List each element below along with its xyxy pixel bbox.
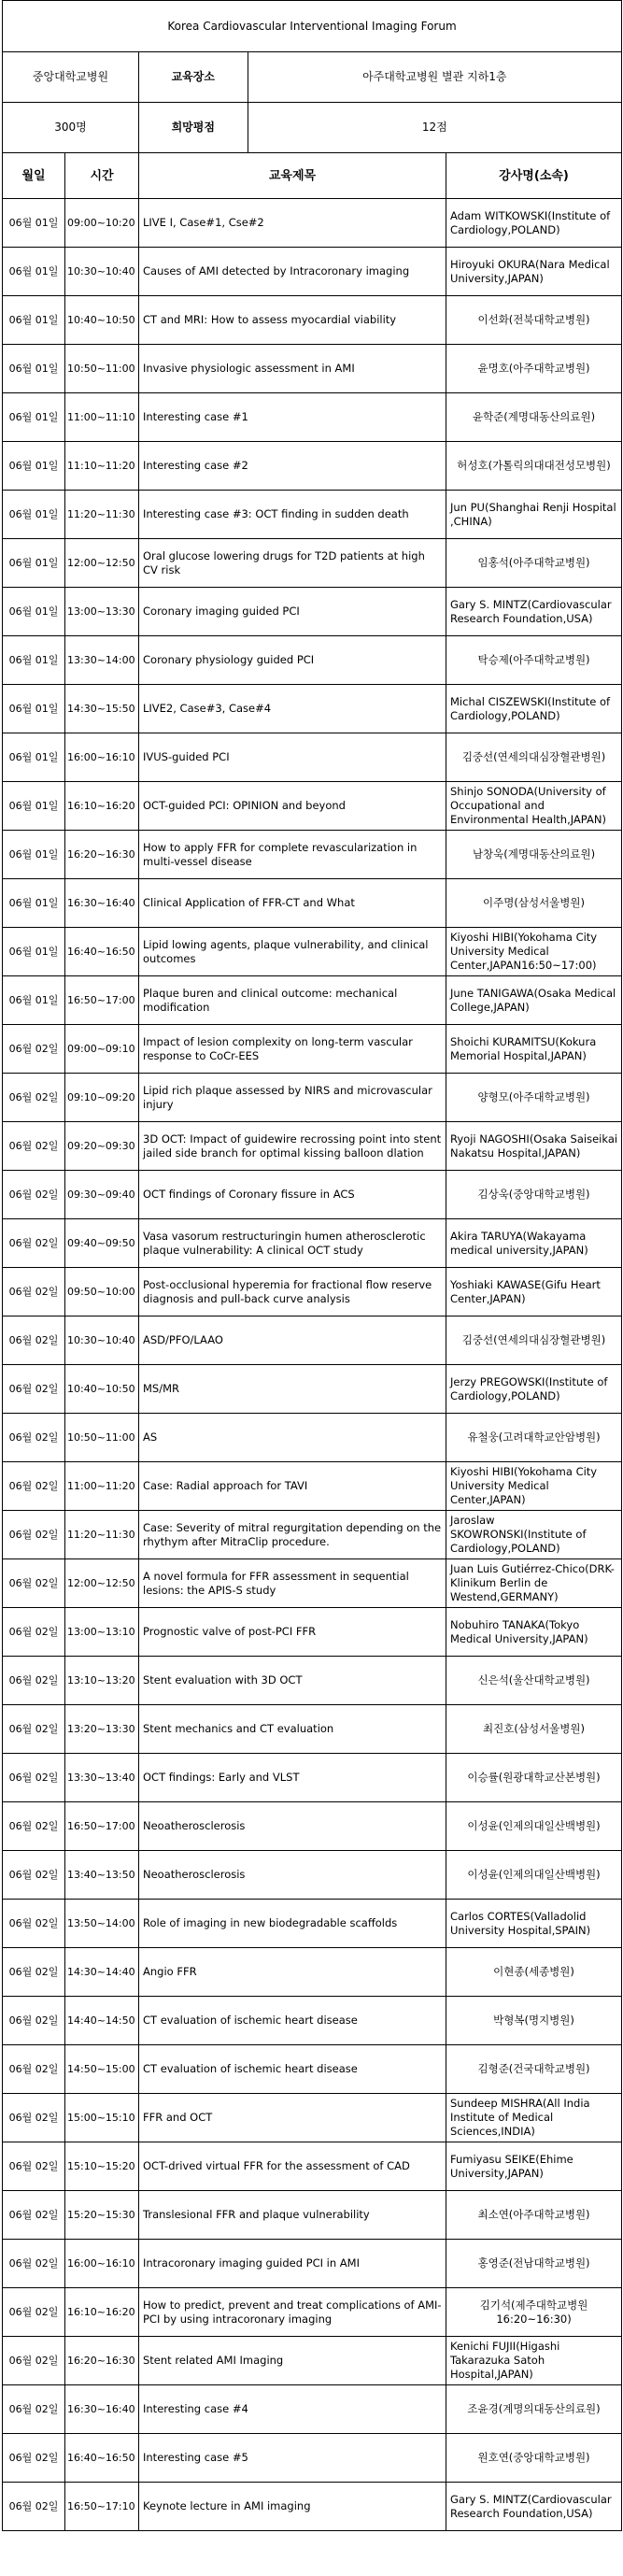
session-speaker: Adam WITKOWSKI(Institute of Cardiology,POLAND) [446,199,622,248]
session-date: 06월 02일 [3,1025,65,1074]
session-time: 13:30~14:00 [65,636,139,685]
session-date: 06월 01일 [3,976,65,1025]
session-date: 06월 02일 [3,1802,65,1851]
schedule-row [3,1608,622,1657]
session-topic: Interesting case #5 [139,2434,446,2483]
session-topic: AS [139,1414,446,1462]
session-topic: Keynote lecture in AMI imaging [139,2483,446,2531]
session-topic: Interesting case #2 [139,442,446,491]
schedule-row [3,2385,622,2434]
session-time: 11:10~11:20 [65,442,139,491]
schedule-row [3,1657,622,1705]
session-date: 06월 01일 [3,442,65,491]
session-time: 16:10~16:20 [65,782,139,831]
session-time: 16:00~16:10 [65,2240,139,2288]
schedule-row [3,2288,622,2337]
session-date: 06월 01일 [3,831,65,879]
session-speaker: 조윤경(계명의대동산의료원) [446,2385,622,2434]
session-topic: MS/MR [139,1365,446,1414]
session-time: 11:20~11:30 [65,491,139,539]
session-topic: Causes of AMI detected by Intracoronary imaging [139,248,446,296]
schedule-row [3,831,622,879]
session-date: 06월 02일 [3,2045,65,2094]
schedule-row [3,1219,622,1268]
schedule-row [3,928,622,976]
session-topic: OCT findings: Early and VLST [139,1754,446,1802]
session-speaker: Sundeep MISHRA(All India Institute of Medical Sciences,INDIA) [446,2094,622,2142]
column-header-topic: 교육제목 [139,153,446,199]
session-date: 06월 02일 [3,1559,65,1608]
session-topic: Stent related AMI Imaging [139,2337,446,2385]
session-speaker: Jaroslaw SKOWRONSKI(Institute of Cardiology,POLAND) [446,1511,622,1559]
schedule-row [3,879,622,928]
session-speaker: 이현종(세종병원) [446,1948,622,1997]
session-topic: Case: Severity of mitral regurgitation depending on the rhythym after MitraClip procedure. [139,1511,446,1559]
session-time: 10:50~11:00 [65,1414,139,1462]
session-time: 10:50~11:00 [65,345,139,393]
session-date: 06월 01일 [3,928,65,976]
session-speaker: Kiyoshi HIBI(Yokohama City University Medical Center,JAPAN16:50~17:00) [446,928,622,976]
session-topic: 3D OCT: Impact of guidewire recrossing point into stent jailed side branch for optimal kissing balloon dlation [139,1122,446,1171]
schedule-row [3,491,622,539]
session-date: 06월 01일 [3,199,65,248]
schedule-row [3,636,622,685]
session-time: 12:00~12:50 [65,539,139,588]
schedule-row [3,588,622,636]
session-speaker: 김형준(건국대학교병원) [446,2045,622,2094]
session-topic: Translesional FFR and plaque vulnerability [139,2191,446,2240]
venue-row [3,52,622,103]
session-time: 14:50~15:00 [65,2045,139,2094]
session-date: 06월 02일 [3,1122,65,1171]
session-topic: CT and MRI: How to assess myocardial viability [139,296,446,345]
session-time: 10:30~10:40 [65,248,139,296]
schedule-row [3,2337,622,2385]
session-topic: IVUS-guided PCI [139,733,446,782]
session-time: 09:00~09:10 [65,1025,139,1074]
session-time: 09:10~09:20 [65,1074,139,1122]
session-date: 06월 02일 [3,1657,65,1705]
session-date: 06월 02일 [3,2434,65,2483]
schedule-row [3,733,622,782]
schedule-row [3,1802,622,1851]
session-time: 16:30~16:40 [65,2385,139,2434]
session-topic: Role of imaging in new biodegradable scaffolds [139,1900,446,1948]
schedule-row [3,1948,622,1997]
session-time: 15:20~15:30 [65,2191,139,2240]
session-speaker: 유철웅(고려대학교안암병원) [446,1414,622,1462]
session-speaker: 최진호(삼성서울병원) [446,1705,622,1754]
session-speaker: 양형모(아주대학교병원) [446,1074,622,1122]
session-date: 06월 02일 [3,1268,65,1316]
session-topic: Vasa vasorum restructuringin humen atherosclerotic plaque vulnerability: A clinical OCT study [139,1219,446,1268]
session-topic: Impact of lesion complexity on long-term vascular response to CoCr-EES [139,1025,446,1074]
session-topic: Post-occlusional hyperemia for fractional flow reserve diagnosis and pull-back curve analysis [139,1268,446,1316]
session-topic: Oral glucose lowering drugs for T2D patients at high CV risk [139,539,446,588]
session-time: 09:20~09:30 [65,1122,139,1171]
session-speaker: 남창욱(계명대동산의료원) [446,831,622,879]
session-speaker: Kiyoshi HIBI(Yokohama City University Medical Center,JAPAN) [446,1462,622,1511]
schedule-row [3,1462,622,1511]
schedule-row [3,1414,622,1462]
session-topic: Intracoronary imaging guided PCI in AMI [139,2240,446,2288]
session-time: 16:10~16:20 [65,2288,139,2337]
schedule-row [3,1754,622,1802]
session-speaker: 김중선(연세의대심장혈관병원) [446,733,622,782]
session-speaker: Shinjo SONODA(University of Occupational and Environmental Health,JAPAN) [446,782,622,831]
session-date: 06월 02일 [3,2191,65,2240]
schedule-row [3,1074,622,1122]
session-speaker: 이주명(삼성서울병원) [446,879,622,928]
session-date: 06월 02일 [3,2337,65,2385]
session-topic: LIVE I, Case#1, Cse#2 [139,199,446,248]
session-speaker: June TANIGAWA(Osaka Medical College,JAPAN) [446,976,622,1025]
session-time: 09:30~09:40 [65,1171,139,1219]
session-time: 11:00~11:20 [65,1462,139,1511]
host-hospital: 중앙대학교병원 [3,52,139,103]
session-time: 10:40~10:50 [65,1365,139,1414]
schedule-row [3,1316,622,1365]
session-date: 06월 02일 [3,2094,65,2142]
session-time: 16:20~16:30 [65,2337,139,2385]
schedule-row [3,1511,622,1559]
session-date: 06월 02일 [3,1171,65,1219]
session-speaker: 김중선(연세의대심장혈관병원) [446,1316,622,1365]
venue-value: 아주대학교병원 별관 지하1층 [362,70,507,83]
session-speaker: Shoichi KURAMITSU(Kokura Memorial Hospital,JAPAN) [446,1025,622,1074]
venue-label: 교육장소 [139,52,248,102]
schedule-row [3,2483,622,2531]
session-topic: FFR and OCT [139,2094,446,2142]
forum-schedule-sheet [2,0,621,2531]
session-date: 06월 02일 [3,1900,65,1948]
session-date: 06월 01일 [3,539,65,588]
session-topic: CT evaluation of ischemic heart disease [139,2045,446,2094]
schedule-row [3,1268,622,1316]
session-date: 06월 01일 [3,733,65,782]
schedule-row [3,2142,622,2191]
session-speaker: 허성호(가톨릭의대대전성모병원) [446,442,622,491]
session-date: 06월 02일 [3,2240,65,2288]
column-header-date: 월일 [3,153,65,199]
session-date: 06월 02일 [3,1219,65,1268]
column-header-speaker: 강사명(소속) [446,153,622,199]
session-time: 16:00~16:10 [65,733,139,782]
session-speaker: 임홍석(아주대학교병원) [446,539,622,588]
session-speaker: 이승률(원광대학교산본병원) [446,1754,622,1802]
session-time: 16:50~17:10 [65,2483,139,2531]
schedule-row [3,393,622,442]
session-time: 16:40~16:50 [65,2434,139,2483]
schedule-row [3,2191,622,2240]
session-date: 06월 02일 [3,1997,65,2045]
session-topic: LIVE2, Case#3, Case#4 [139,685,446,733]
session-topic: Interesting case #4 [139,2385,446,2434]
session-date: 06월 01일 [3,296,65,345]
session-date: 06월 01일 [3,685,65,733]
session-speaker: Hiroyuki OKURA(Nara Medical University,JAPAN) [446,248,622,296]
session-time: 10:40~10:50 [65,296,139,345]
session-date: 06월 01일 [3,345,65,393]
session-topic: Interesting case #3: OCT finding in sudden death [139,491,446,539]
wish-score-value: 12점 [421,121,447,134]
session-speaker: Gary S. MINTZ(Cardiovascular Research Foundation,USA) [446,2483,622,2531]
session-time: 16:50~17:00 [65,976,139,1025]
session-speaker: 신은석(울산대학교병원) [446,1657,622,1705]
session-topic: Stent evaluation with 3D OCT [139,1657,446,1705]
schedule-row [3,442,622,491]
session-date: 06월 02일 [3,1414,65,1462]
schedule-row [3,2094,622,2142]
session-time: 13:30~13:40 [65,1754,139,1802]
session-speaker: Jerzy PREGOWSKI(Institute of Cardiology,POLAND) [446,1365,622,1414]
session-speaker: Carlos CORTES(Valladolid University Hospital,SPAIN) [446,1900,622,1948]
capacity-row [3,103,622,153]
schedule-row [3,2045,622,2094]
title-row [3,1,622,52]
schedule-row [3,1365,622,1414]
session-topic: How to predict, prevent and treat complications of AMI-PCI by using intracoronary imaging [139,2288,446,2337]
session-speaker: Juan Luis Gutiérrez-Chico(DRK-Klinikum Berlin de Westend,GERMANY) [446,1559,622,1608]
session-topic: A novel formula for FFR assessment in sequential lesions: the APIS-S study [139,1559,446,1608]
session-time: 13:40~13:50 [65,1851,139,1900]
session-time: 12:00~12:50 [65,1559,139,1608]
schedule-row [3,1851,622,1900]
session-time: 16:40~16:50 [65,928,139,976]
session-date: 06월 02일 [3,2288,65,2337]
session-topic: Prognostic valve of post-PCI FFR [139,1608,446,1657]
session-time: 13:10~13:20 [65,1657,139,1705]
schedule-table [2,0,622,2531]
session-time: 09:50~10:00 [65,1268,139,1316]
schedule-row [3,2434,622,2483]
wish-score-label: 희망평점 [139,103,248,152]
session-topic: Neoatherosclerosis [139,1851,446,1900]
session-speaker: Akira TARUYA(Wakayama medical university,JAPAN) [446,1219,622,1268]
schedule-rows [3,199,622,2531]
session-time: 11:00~11:10 [65,393,139,442]
session-topic: Neoatherosclerosis [139,1802,446,1851]
capacity-value: 300명 [3,103,139,153]
session-topic: Lipid lowing agents, plaque vulnerability, and clinical outcomes [139,928,446,976]
session-date: 06월 01일 [3,636,65,685]
session-speaker: Nobuhiro TANAKA(Tokyo Medical University,JAPAN) [446,1608,622,1657]
schedule-row [3,1705,622,1754]
session-time: 13:20~13:30 [65,1705,139,1754]
session-date: 06월 02일 [3,1316,65,1365]
schedule-row [3,976,622,1025]
session-speaker: Gary S. MINTZ(Cardiovascular Research Foundation,USA) [446,588,622,636]
schedule-row [3,248,622,296]
session-date: 06월 02일 [3,1851,65,1900]
schedule-row [3,1122,622,1171]
session-date: 06월 01일 [3,782,65,831]
session-speaker: 탁승제(아주대학교병원) [446,636,622,685]
session-time: 14:30~15:50 [65,685,139,733]
session-time: 13:00~13:30 [65,588,139,636]
session-speaker: 김상욱(중앙대학교병원) [446,1171,622,1219]
session-topic: Interesting case #1 [139,393,446,442]
session-topic: Case: Radial approach for TAVI [139,1462,446,1511]
session-time: 16:20~16:30 [65,831,139,879]
schedule-row [3,1171,622,1219]
session-date: 06월 02일 [3,1365,65,1414]
session-topic: OCT-drived virtual FFR for the assessment of CAD [139,2142,446,2191]
column-header-row [3,153,622,199]
session-date: 06월 02일 [3,1511,65,1559]
session-topic: CT evaluation of ischemic heart disease [139,1997,446,2045]
session-speaker: 이선화(전북대학교병원) [446,296,622,345]
session-topic: Invasive physiologic assessment in AMI [139,345,446,393]
session-speaker: Michal CISZEWSKI(Institute of Cardiology,POLAND) [446,685,622,733]
session-topic: Stent mechanics and CT evaluation [139,1705,446,1754]
session-speaker: 윤학준(계명대동산의료원) [446,393,622,442]
session-topic: OCT findings of Coronary fissure in ACS [139,1171,446,1219]
schedule-row [3,2240,622,2288]
schedule-row [3,1559,622,1608]
session-speaker: 김기석(제주대학교병원 16:20~16:30) [446,2288,622,2337]
session-date: 06월 01일 [3,588,65,636]
session-date: 06월 01일 [3,491,65,539]
session-topic: Coronary imaging guided PCI [139,588,446,636]
session-time: 10:30~10:40 [65,1316,139,1365]
session-speaker: 홍영준(전남대학교병원) [446,2240,622,2288]
session-topic: Lipid rich plaque assessed by NIRS and microvascular injury [139,1074,446,1122]
session-topic: OCT-guided PCI: OPINION and beyond [139,782,446,831]
session-topic: Coronary physiology guided PCI [139,636,446,685]
session-topic: Angio FFR [139,1948,446,1997]
session-date: 06월 02일 [3,1705,65,1754]
column-header-time: 시간 [65,153,139,199]
session-speaker: 최소연(아주대학교병원) [446,2191,622,2240]
session-date: 06월 02일 [3,1754,65,1802]
session-time: 14:30~14:40 [65,1948,139,1997]
session-speaker: 박형복(명지병원) [446,1997,622,2045]
session-speaker: Kenichi FUJII(Higashi Takarazuka Satoh Hospital,JAPAN) [446,2337,622,2385]
session-date: 06월 01일 [3,393,65,442]
schedule-row [3,782,622,831]
session-speaker: 원호연(중앙대학교병원) [446,2434,622,2483]
session-speaker: Yoshiaki KAWASE(Gifu Heart Center,JAPAN) [446,1268,622,1316]
session-date: 06월 02일 [3,2142,65,2191]
session-time: 14:40~14:50 [65,1997,139,2045]
session-speaker: Ryoji NAGOSHI(Osaka Saiseikai Nakatsu Hospital,JAPAN) [446,1122,622,1171]
session-topic: How to apply FFR for complete revascularization in multi-vessel disease [139,831,446,879]
forum-title: Korea Cardiovascular Interventional Imaging Forum [3,1,622,52]
session-speaker: 이성윤(인제의대일산백병원) [446,1851,622,1900]
session-time: 11:20~11:30 [65,1511,139,1559]
session-date: 06월 02일 [3,1074,65,1122]
session-time: 13:50~14:00 [65,1900,139,1948]
session-date: 06월 02일 [3,1462,65,1511]
session-speaker: Fumiyasu SEIKE(Ehime University,JAPAN) [446,2142,622,2191]
session-time: 16:30~16:40 [65,879,139,928]
session-time: 09:00~10:20 [65,199,139,248]
schedule-row [3,1025,622,1074]
schedule-row [3,296,622,345]
session-date: 06월 02일 [3,2483,65,2531]
session-time: 15:00~15:10 [65,2094,139,2142]
session-date: 06월 02일 [3,1948,65,1997]
session-date: 06월 02일 [3,1608,65,1657]
schedule-row [3,685,622,733]
session-topic: Plaque buren and clinical outcome: mechanical modification [139,976,446,1025]
session-time: 15:10~15:20 [65,2142,139,2191]
session-time: 13:00~13:10 [65,1608,139,1657]
session-date: 06월 02일 [3,2385,65,2434]
session-speaker: Jun PU(Shanghai Renji Hospital ,CHINA) [446,491,622,539]
session-date: 06월 01일 [3,248,65,296]
session-speaker: 이성윤(인제의대일산백병원) [446,1802,622,1851]
schedule-row [3,199,622,248]
session-time: 09:40~09:50 [65,1219,139,1268]
schedule-row [3,345,622,393]
schedule-row [3,539,622,588]
schedule-row [3,1997,622,2045]
session-date: 06월 01일 [3,879,65,928]
session-time: 16:50~17:00 [65,1802,139,1851]
schedule-row [3,1900,622,1948]
session-topic: ASD/PFO/LAAO [139,1316,446,1365]
session-topic: Clinical Application of FFR-CT and What [139,879,446,928]
session-speaker: 윤명호(아주대학교병원) [446,345,622,393]
